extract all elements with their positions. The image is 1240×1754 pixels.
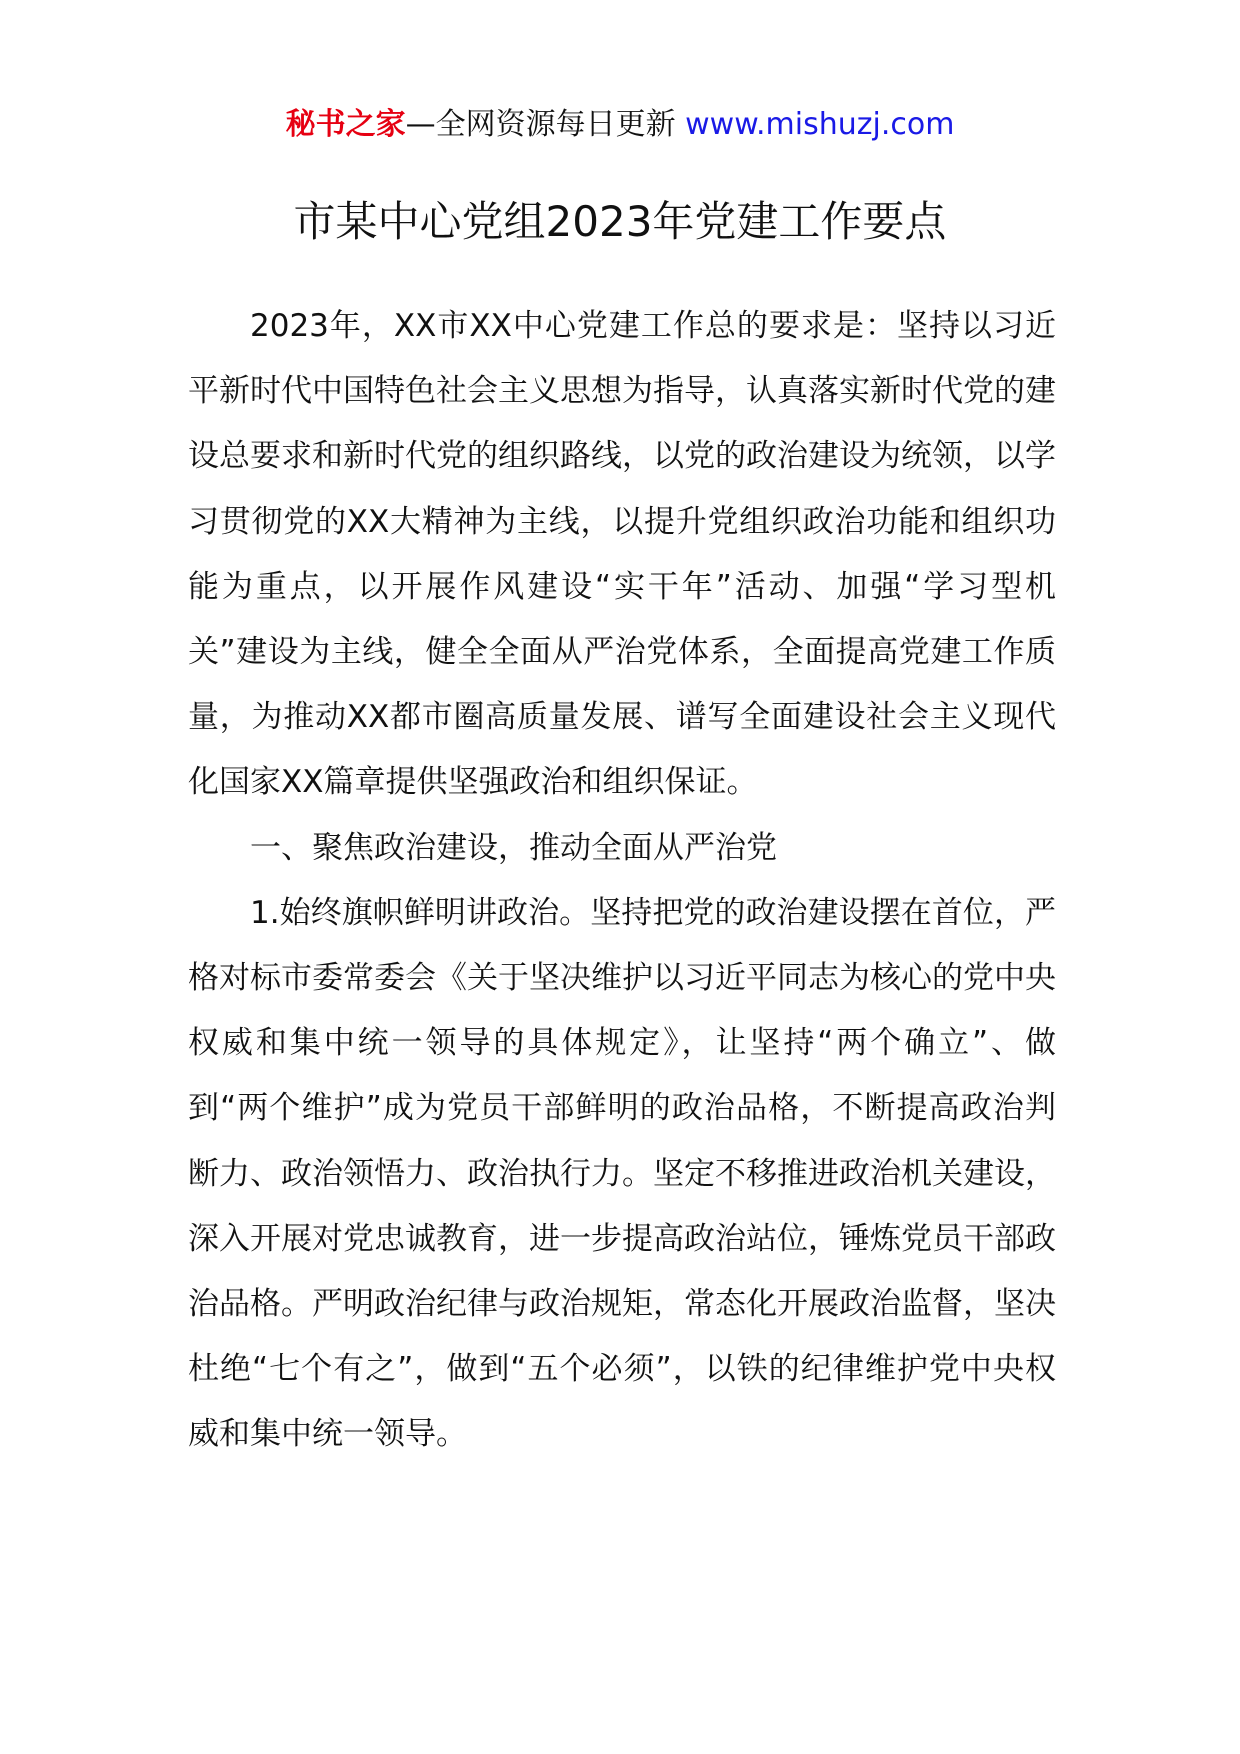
site-link[interactable]: www.mishuzj.com — [685, 107, 955, 142]
item-paragraph: 1.始终旗帜鲜明讲政治。坚持把党的政治建设摆在首位，严格对标市委常委会《关于坚决维护以习近平同志为核心的党中央权威和集中统一领导的具体规定》，让坚持“两个确立”、做到“两个维护”成为党员干部鲜明的政治品格，不断提高政治判断力、政治领悟力、政治执行力。坚定不移推进政治机关建设，深入开展对党忠诚教育，进一步提高政治站位，锤炼党员干部政治品格。严明政治纪律与政治规矩，常态化开展政治监督，坚决杜绝“七个有之”，做到“五个必须”，以铁的纪律维护党中央权威和集中统一领导。 — [188, 894, 1056, 1453]
section-heading: 一、聚焦政治建设，推动全面从严治党 — [250, 829, 777, 866]
intro-paragraph: 2023年，XX市XX中心党建工作总的要求是：坚持以习近平新时代中国特色社会主义思想为指导，认真落实新时代党的建设总要求和新时代党的组织路线，以党的政治建设为统领，以学习贯彻党的XX大精神为主线，以提升党组织政治功能和组织功能为重点，以开展作风建设“实干年”活动、加强“学习型机关”建设为主线，健全全面从严治党体系，全面提高党建工作质量，为推动XX都市圈高质量发展、谱写全面建设社会主义现代化国家XX篇章提供坚强政治和组织保证。 — [188, 308, 1056, 801]
slogan: —全网资源每日更新 — [405, 107, 676, 142]
site-header — [0, 100, 1240, 150]
brand-name: 秘书之家 — [285, 107, 406, 142]
document-body — [188, 294, 1056, 1468]
document-title: 市某中心党组2023年党建工作要点 — [293, 197, 947, 247]
